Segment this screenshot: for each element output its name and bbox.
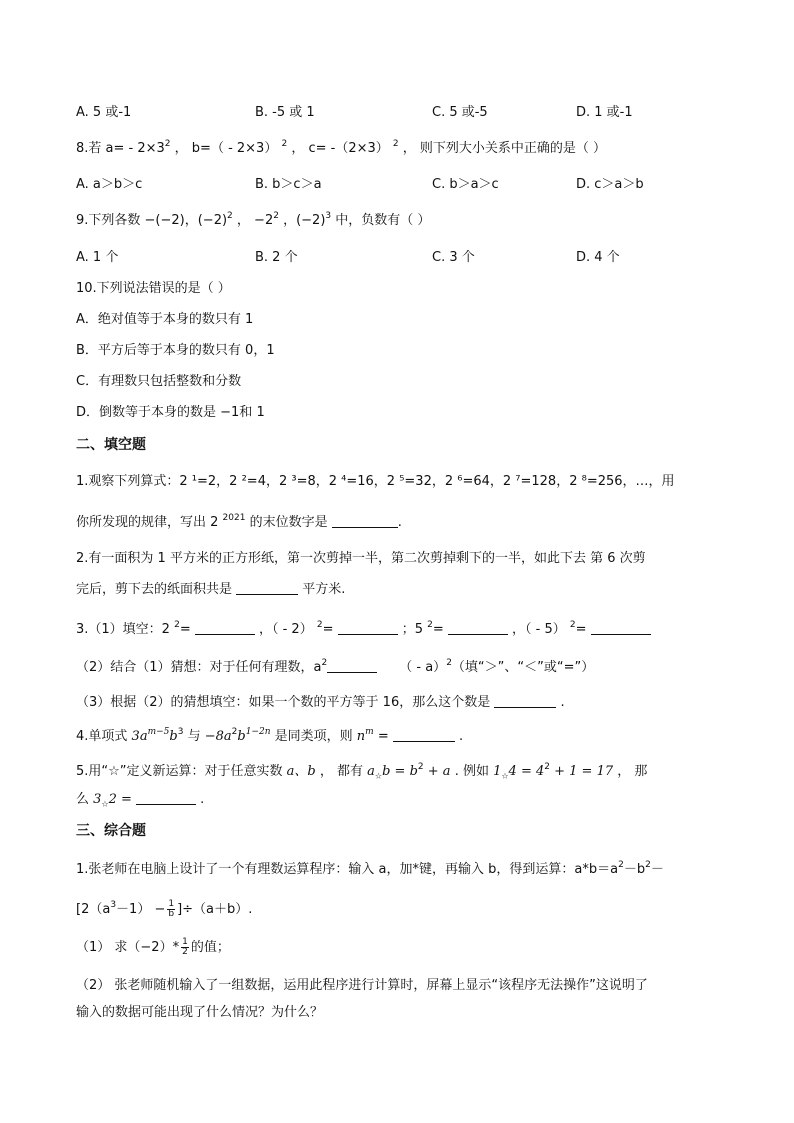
answer-blank — [591, 622, 651, 635]
q9-option-a: A. 1 个 — [76, 250, 119, 265]
q10-option-d: D．倒数等于本身的数是 −1和 1 — [76, 405, 265, 420]
q9-option-d: D. 4 个 — [576, 250, 620, 265]
q8-option-b: B. b＞c＞a — [255, 177, 322, 192]
q9-option-c: C. 3 个 — [432, 250, 475, 265]
q8-option-d: D. c＞a＞b — [576, 177, 644, 192]
q8-option-a: A. a＞b＞c — [76, 177, 143, 192]
fill-2-line-2: 完后，剪下去的纸面积共是 平方米. — [76, 582, 346, 597]
fill-2-line-1: 2.有一面积为 1 平方米的正方形纸，第一次剪掉一半，第二次剪掉剩下的一半，如此下去 第 6 次剪 — [76, 551, 646, 566]
comp-1-line-2: [$2(a^3-1)$ − $\frac{1}{b}$ ]÷（a＋b）. — [76, 899, 253, 919]
answer-blank — [494, 695, 556, 708]
answer-blank — [338, 622, 398, 635]
fill-4: 4.单项式 $3a^{m-5}b^3$ 与 $-8a^2b^{1-2n}$ 是同类项，则 $n^m$ = . — [76, 727, 464, 744]
section-fill-blank-heading: 二、填空题 — [76, 437, 146, 453]
answer-blank — [236, 582, 298, 595]
section-comprehensive-heading: 三、综合题 — [76, 823, 146, 839]
q10-option-b: B．平方后等于本身的数只有 0，1 — [76, 343, 275, 358]
question-8-stem: 8.若 $a= - 2\times 3^2$ ， b=（ - 2×3） $^2$ ， c= -（2×3） $^2$ ， 则下列大小关系中正确的是（ ） — [76, 139, 607, 156]
q9-option-b: B. 2 个 — [255, 250, 298, 265]
comp-1-line-1: 1.张老师在电脑上设计了一个有理数运算程序：输入 a，加*键，再输入 b，得到运算：$a*b=a^2-b^2-$ — [76, 860, 664, 877]
q7-option-c: C. 5 或-5 — [432, 105, 488, 120]
fill-5-line-1: 5.用“☆”定义新运算：对于任意实数 a、b ， 都有 $a_☆b = b^2 + a$ . 例如 $1_☆4 = 4^2 + 1 = 17$ ， 那 — [76, 762, 648, 781]
question-9-stem: 9.下列各数 −(−2)，$(-2)^2$ ， $-2^2$ ，$(-2)^3$ 中，负数有（ ） — [76, 211, 431, 228]
fill-3-part-1: 3.（1）填空：2 $^2$= ，（ - 2） $^2$= ；5 $^2$= ，（ - 5） $^2$= — [76, 621, 651, 639]
question-10-stem: 10.下列说法错误的是（ ） — [76, 281, 231, 296]
q8-option-c: C. b＞a＞c — [432, 177, 499, 192]
fill-3-part-3: （3）根据（2）的猜想填空：如果一个数的平方等于 16，那么这个数是 . — [76, 695, 565, 710]
fill-1-line-1: 1.观察下列算式：2 ¹=2，2 ²=4，2 ³=8，2 ⁴=16，2 ⁵=32，2 ⁶=64，2 ⁷=128，2 ⁸=256，…，用 — [76, 474, 675, 489]
comp-1-sub-2-line-1: （2） 张老师随机输入了一组数据，运用此程序进行计算时，屏幕上显示“该程序无法操作”这说明了 — [76, 978, 648, 993]
answer-blank — [393, 729, 455, 742]
fill-5-line-2: 么 $3_☆2$ = . — [76, 792, 205, 809]
q7-option-d: D. 1 或-1 — [576, 105, 633, 120]
fraction-one-half: $\frac{1}{2}$ — [182, 937, 188, 957]
comp-1-sub-1: （1） 求（−2）* $\frac{1}{2}$ 的值； — [76, 937, 230, 957]
q7-option-b: B. -5 或 1 — [255, 105, 315, 120]
q10-option-a: A．绝对值等于本身的数只有 1 — [76, 312, 254, 327]
q10-option-c: C．有理数只包括整数和分数 — [76, 374, 242, 389]
comp-1-sub-2-line-2: 输入的数据可能出现了什么情况？为什么？ — [76, 1005, 324, 1020]
answer-blank — [327, 660, 377, 673]
fraction-1-over-b: $\frac{1}{b}$ — [168, 899, 175, 919]
q7-option-a: A. 5 或-1 — [76, 105, 132, 120]
fill-3-part-2: （2）结合（1）猜想：对于任何有理数，$a^2$ （ - a）$^2$（填“＞”、“＜”或“=”） — [76, 658, 595, 675]
answer-blank — [332, 515, 398, 528]
fill-1-line-2: 你所发现的规律，写出 2 $^{2021}$ 的末位数字是 . — [76, 513, 402, 530]
answer-blank — [136, 792, 196, 805]
answer-blank — [195, 622, 255, 635]
answer-blank — [448, 622, 508, 635]
